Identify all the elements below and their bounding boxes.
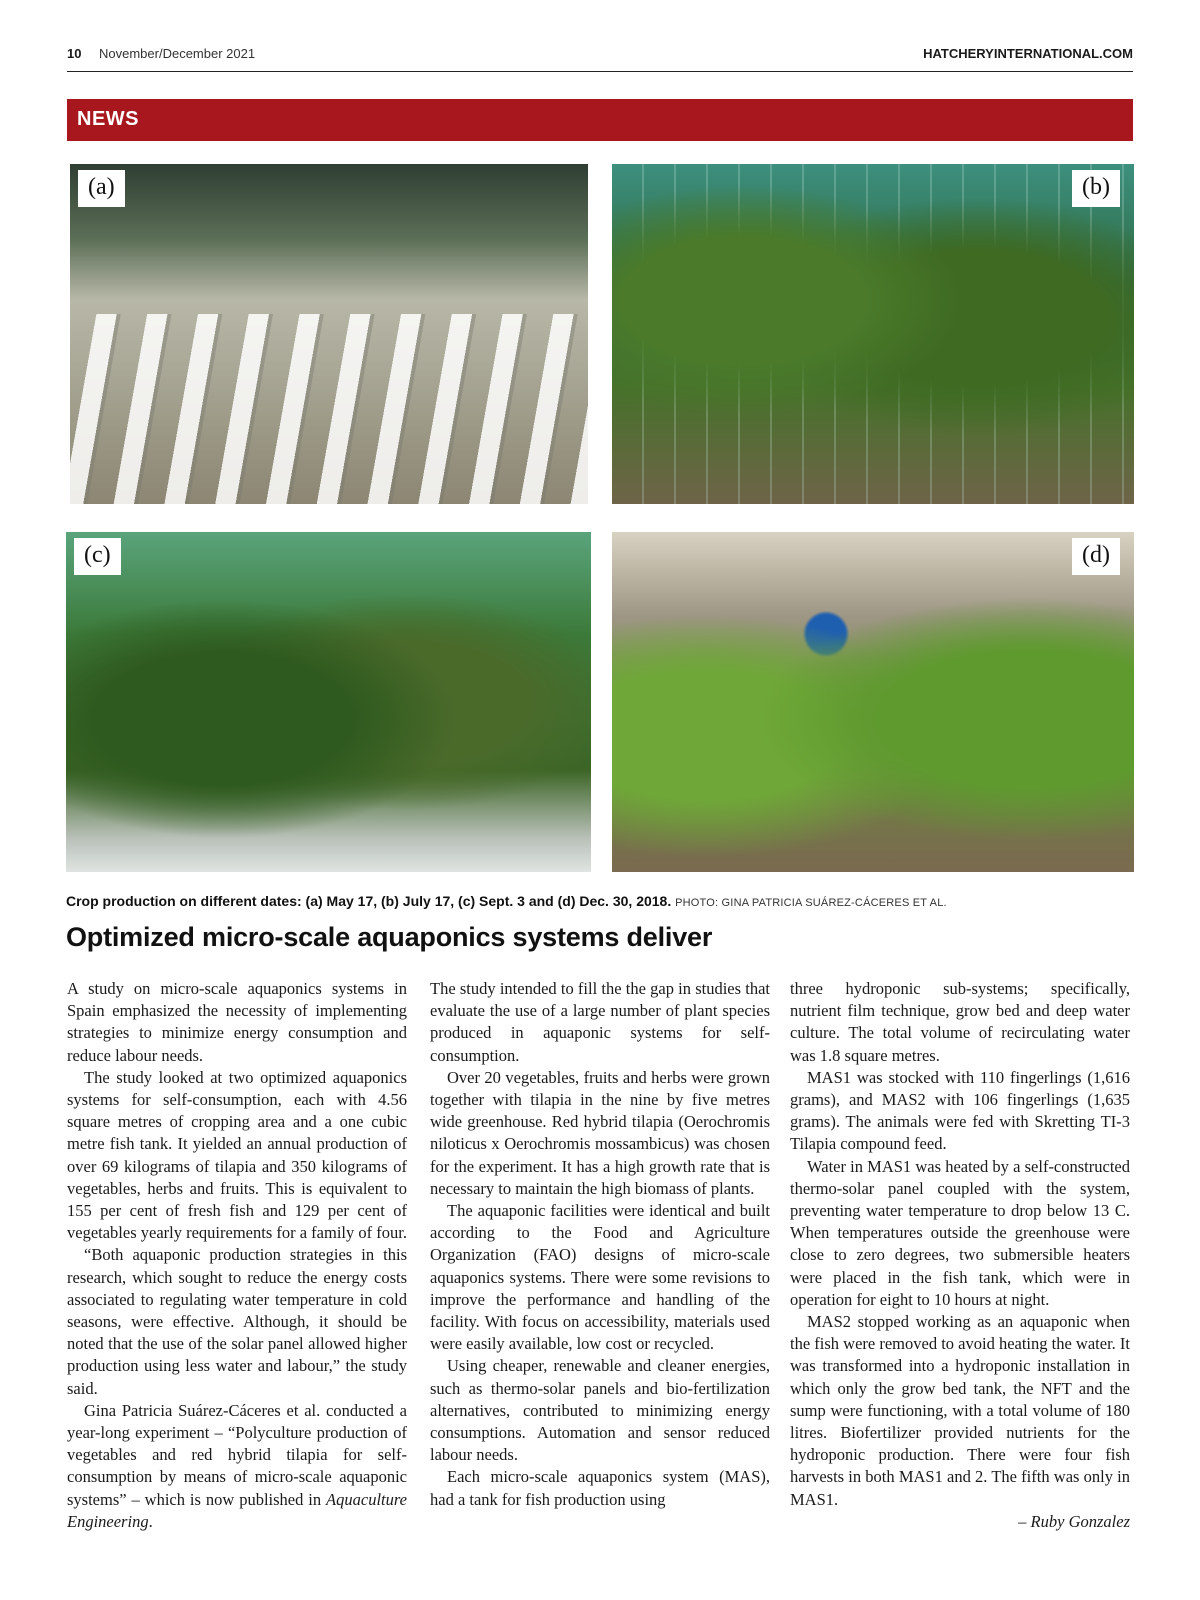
caption-text: Crop production on different dates: (a) May 17, (b) July 17, (c) Sept. 3 and (d) Dec. 30, 2018. bbox=[66, 893, 672, 909]
paragraph-end: . bbox=[148, 1511, 153, 1531]
photo-caption bbox=[66, 893, 1136, 909]
photo-label-a: (a) bbox=[78, 170, 125, 207]
paragraph: Each micro-scale aquaponics system (MAS), had a tank for fish production using bbox=[430, 1467, 770, 1509]
photo-label-c: (c) bbox=[74, 538, 121, 575]
paragraph: Over 20 vegetables, fruits and herbs were grown together with tilapia in the nine by five metres wide greenhouse. Red hybrid tilapia (Oerochromis niloticus x Oerochromis mossambicus) was chosen for the experiment. It has a high growth rate that is necessary to maintain the high biomass of plants. bbox=[430, 1067, 770, 1198]
paragraph: The study intended to fill the the gap in studies that evaluate the use of a large number of plant species produced in aquaponic systems for self-consumption. bbox=[430, 979, 770, 1065]
journal-name: Aquaculture Engineering bbox=[67, 1489, 407, 1531]
photo-d bbox=[612, 532, 1134, 872]
paragraph: Water in MAS1 was heated by a self-constructed thermo-solar panel coupled with the system, preventing water temperature to drop below 13 C. When temperatures outside the greenhouse were close to zero degrees, two submersible heaters were placed in the fish tank, which were in operation for eight to 10 hours at night. bbox=[790, 1156, 1130, 1309]
paragraph: MAS2 stopped working as an aquaponic when the fish were removed to avoid heating the water. It was transformed into a hydroponic installation in which only the grow bed tank, the NFT and the sump were functioning, with a total volume of 180 litres. Biofertilizer provided nutrients for the hydroponic production. There were four fish harvests in both MAS1 and 2. The fifth was only in MAS1. bbox=[790, 1312, 1130, 1509]
article-headline: Optimized micro-scale aquaponics systems deliver bbox=[66, 922, 713, 952]
paragraph: MAS1 was stocked with 110 fingerlings (1,616 grams), and MAS2 with 106 fingerlings (1,635 grams). The animals were fed with Skretting TI-3 Tilapia compound feed. bbox=[790, 1067, 1130, 1154]
paragraph-text: Gina Patricia Suárez-Cáceres et al. conducted a year-long experiment – “Polyculture production of vegetables and red hybrid tilapia for self-consumption by means of micro-scale aquaponic systems” – which is now published in bbox=[67, 1400, 407, 1509]
section-label: NEWS bbox=[77, 108, 139, 130]
article-column-3 bbox=[790, 978, 1130, 1533]
section-banner bbox=[67, 99, 1133, 141]
paragraph: The aquaponic facilities were identical and built according to the Food and Agriculture Organization (FAO) designs of micro-scale aquaponics systems. There were some revisions to improve the performance and handling of the facility. With focus on accessibility, materials used were easily available, low cost or recycled. bbox=[430, 1201, 770, 1354]
photo-label-d: (d) bbox=[1072, 538, 1120, 575]
photo-c bbox=[66, 532, 591, 872]
paragraph bbox=[67, 1400, 407, 1533]
paragraph: The study looked at two optimized aquaponics systems for self-consumption, each with 4.56 square metres of cropping area and a one cubic metre fish tank. It yielded an annual production of over 69 kilograms of tilapia and 350 kilograms of vegetables, herbs and fruits. This is equivalent to 155 per cent of fresh fish and 129 per cent of vegetables yearly requirements for a family of four. bbox=[67, 1067, 407, 1243]
photo-credit: PHOTO: GINA PATRICIA SUÁREZ-CÁCERES ET AL. bbox=[675, 897, 947, 909]
issue-date: November/December 2021 bbox=[99, 46, 256, 61]
paragraph: Using cheaper, renewable and cleaner energies, such as thermo-solar panels and bio-fertilization alternatives, contributed to minimizing energy consumptions. Automation and sensor reduced labour needs. bbox=[430, 1356, 770, 1465]
author-byline: – Ruby Gonzalez bbox=[1018, 1511, 1130, 1531]
paragraph: three hydroponic sub-systems; specifically, nutrient film technique, grow bed and deep water culture. The total volume of recirculating water was 1.8 square metres. bbox=[790, 979, 1130, 1065]
article-column-2 bbox=[430, 978, 770, 1511]
paragraph: “Both aquaponic production strategies in this research, which sought to reduce the energy costs associated to regulating water temperature in cold seasons, were effective. Although, it should be noted that the use of the solar panel allowed higher production using less water and labour,” the study said. bbox=[67, 1245, 407, 1398]
article-column-1 bbox=[67, 978, 407, 1533]
page-header bbox=[67, 44, 1133, 72]
site-url: HATCHERYINTERNATIONAL.COM bbox=[923, 46, 1133, 61]
photo-a bbox=[70, 164, 588, 504]
page-number: 10 bbox=[67, 46, 82, 61]
photo-label-b: (b) bbox=[1072, 170, 1120, 207]
paragraph: A study on micro-scale aquaponics systems in Spain emphasized the necessity of implementing strategies to minimize energy consumption and reduce labour needs. bbox=[67, 979, 407, 1065]
photo-b bbox=[612, 164, 1134, 504]
